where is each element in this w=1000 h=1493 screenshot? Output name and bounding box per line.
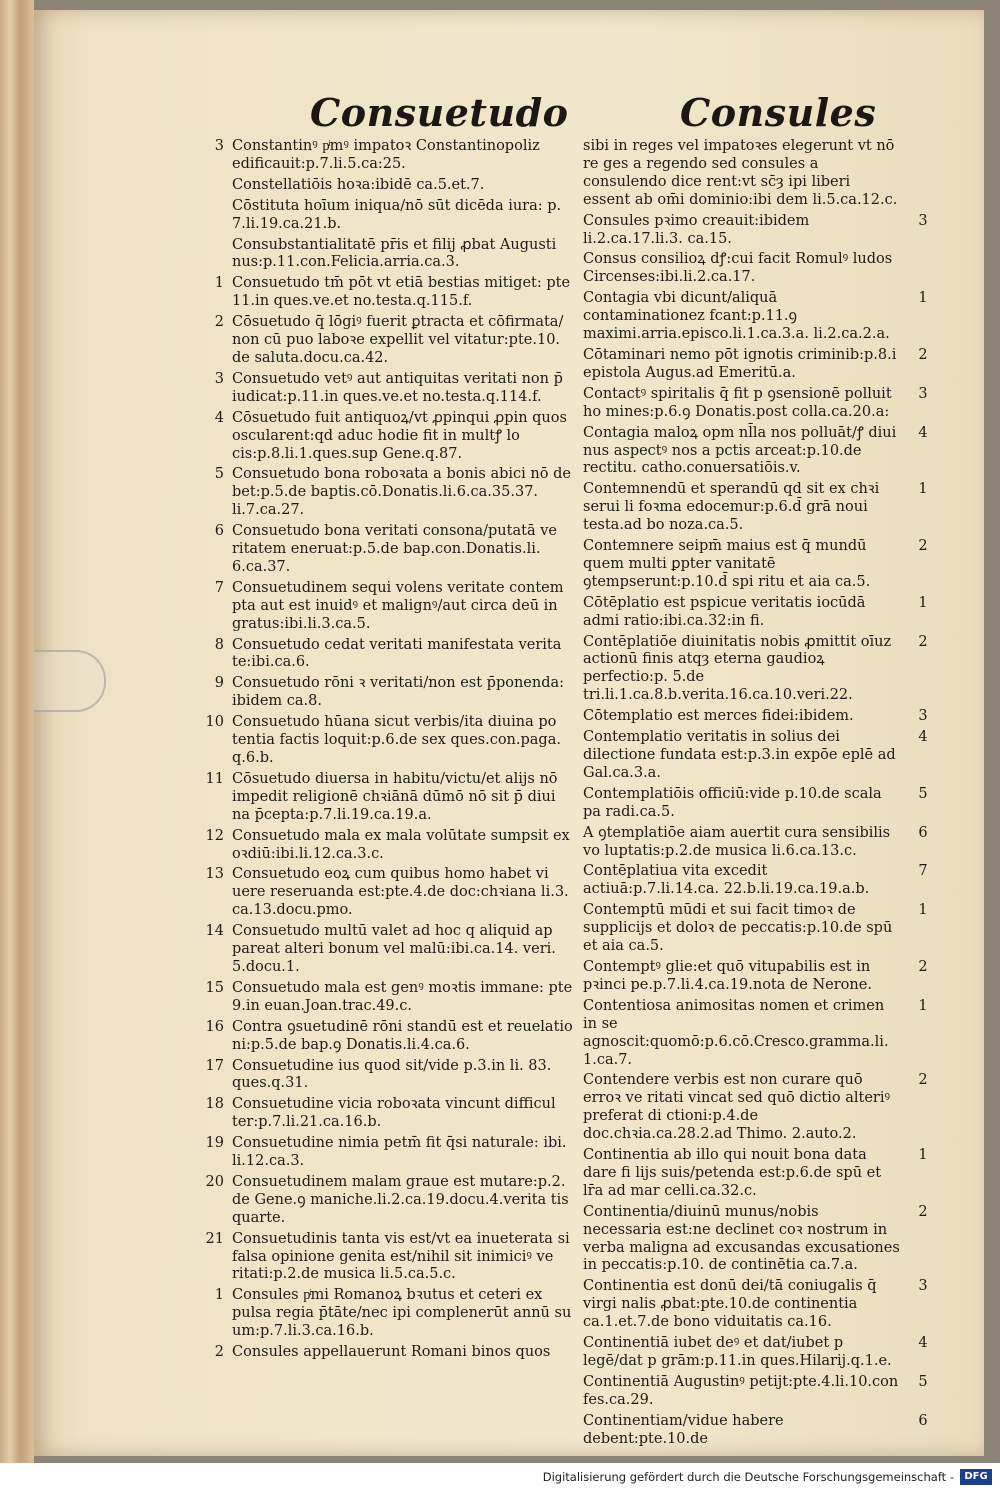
entry-text: Contentiosa animositas nomen et crimen in se agnoscit:quomō:p.6.cō.Cresco.gramma.li. 1.ca.7. [583,997,889,1068]
entry-text: Continentia/diuinū munus/nobis necessaria est:ne declinet coꝛ nostrum in verba maligna ad excusandas excusationes in peccatis:p.10. de continētia ca.7.a. [583,1203,900,1274]
entry-number: 9 [214,675,224,692]
index-entry [583,481,935,535]
entry-number: 4 [918,424,928,441]
entry-number: 1 [918,902,928,919]
index-entry [583,290,935,344]
index-entry [583,863,935,899]
entry-text: Continentia ab illo qui nouit bona data dare fi lijs suis/petenda est:p.6.de spū et lr̄a ad mar celli.ca.32.c. [583,1147,882,1199]
entry-text: Consuetudo bona veritati consona/putatā ve ritatem eneruat:p.5.de bap.con.Donatis.li. 6.ca.37. [232,523,557,575]
entry-text: Contendere verbis est non curare quō erroꝛ ve ritati vincat sed quō dictio alteriꝰ preferat di ctioni:p.4.de doc.chꝛia.ca.28.2.ad Thimo. 2.auto.2. [583,1072,891,1143]
entry-number: 17 [205,1057,224,1074]
entry-number: 7 [918,863,928,880]
entry-number: 3 [918,1278,928,1295]
index-entry [196,275,578,311]
index-entry [196,1019,578,1055]
index-entry [196,1096,578,1132]
page-clip [34,650,106,712]
entry-number: 2 [918,538,928,555]
entry-number: 4 [918,1335,928,1352]
index-entry [583,729,935,783]
index-column-right [583,138,935,1452]
entry-text: Continentia est donū dei/tā coniugalis q̄ virgi nalis ꝓbat:pte.10.de continentia ca.1.et.7.de bono viduitatis ca.16. [583,1278,877,1331]
entry-text: Continentiā iubet deꝰ et dat/iubet p legē/dat p grām:p.11.in ques.Hilarij.q.1.e. [583,1335,892,1369]
entry-number: 6 [214,523,224,540]
funding-notice: Digitalisierung gefördert durch die Deutsche Forschungsgemeinschaft - [542,1470,954,1484]
index-entry [583,347,935,383]
entry-number: 2 [918,958,928,975]
entry-number: 3 [214,138,224,154]
index-column-left [196,138,578,1365]
entry-number: 1 [918,1147,928,1164]
index-entry [583,213,935,249]
entry-text: Consules pꝛimo creauit:ibidem li.2.ca.17.li.3. ca.15. [583,212,810,247]
entry-text: Consuetudo multū valet ad hoc q aliquid ap pareat alteri bonum vel malū:ibi.ca.14. veri. 5.docu.1. [232,923,556,975]
book-page-edges [0,0,34,1463]
index-entry [583,1335,935,1371]
entry-number: 13 [205,866,224,883]
entry-text: Constantinꝰ pͥmꝰ impatoꝛ Constantinopoliz edificauit:p.7.li.5.ca:25. [232,138,540,172]
index-entry [196,923,578,977]
index-entry [196,1231,578,1285]
digitization-footer [0,1463,1000,1493]
entry-number: 14 [205,923,224,940]
entry-number: 1 [918,481,928,498]
entry-text: Constellatiōis hoꝛa:ibidē ca.5.et.7. [232,176,485,193]
dfg-logo: DFG [960,1469,992,1485]
entry-text: Contemplatiōis officiū:vide p.10.de scala pa radi.ca.5. [583,785,882,820]
entry-text: Cōtēplatio est pspicue veritatis iocūdā admi ratio:ibi.ca.32:in fi. [583,594,866,629]
entry-number: 2 [214,314,224,331]
entry-text: Consuetudo eoꝝ cum quibus homo habet vi uere reseruanda est:pte.4.de doc:chꝛiana li.3. ca.13.docu.pmo. [232,866,569,919]
entry-text: Consuetudo rōni ꝛ veritati/non est p̄ponenda: ibidem ca.8. [232,675,565,710]
index-entry [583,1413,935,1449]
index-entry [583,538,935,592]
index-entry [196,1174,578,1228]
entry-text: Contagia maloꝝ opm nl̄la nos polluāt/ꝭ diui nus aspectꝰ nos a pctis arceat:p.10.de rectitu. catho.conuersatiōis.v. [583,424,897,477]
index-entry [196,1344,578,1362]
entry-text: A ꝯtemplatiōe aiam auertit cura sensibilis vo luptatis:p.2.de musica li.6.ca.13.c. [583,824,891,859]
entry-number: 3 [918,385,928,402]
index-entry [583,425,935,479]
entry-text: Consuetudine vicia roboꝛata vincunt difficul ter:p.7.li.21.ca.16.b. [232,1096,556,1131]
index-entry [583,998,935,1070]
entry-text: Cōtemplatio est merces fidei:ibidem. [583,708,854,725]
index-entry [583,251,935,287]
index-entry [196,637,578,673]
entry-number: 15 [205,979,224,996]
entry-number: 3 [918,212,928,229]
entry-text: Contemnere seipm̄ maius est q̄ mundū quem multi ꝑpter vanitatē ꝯtempserunt:p.10.d̄ spi ritu et aia ca.5. [583,538,871,590]
index-entry [583,959,935,995]
entry-number: 3 [918,708,928,725]
index-entry [196,198,578,234]
entry-number: 2 [918,633,928,650]
entry-text: Consuetudo bona roboꝛata a bonis abici nō de bet:p.5.de baptis.cō.Donatis.li.6.ca.35.37. li.7.ca.27. [232,466,571,519]
index-entry [196,466,578,520]
running-header-left: Consuetudo [310,90,569,135]
entry-text: Continentiam/vidue habere debent:pte.10.de [583,1412,784,1447]
entry-text: Consuetudinem malam graue est mutare:p.2. de Gene.ꝯ maniche.li.2.ca.19.docu.4.verita tis quarte. [232,1173,569,1226]
index-entry [583,902,935,956]
entry-number: 16 [205,1018,224,1035]
entry-text: Cōstituta hoīum iniqua/nō sūt dicēda iura: p. 7.li.19.ca.21.b. [232,197,562,232]
index-entry [196,237,578,273]
entry-text: Consuetudine ius quod sit/vide p.3.in li. 83. ques.q.31. [232,1057,552,1092]
entry-text: Consubstantialitatē pr̄is et filij ꝓbat Augusti nus:p.11.con.Felicia.arria.ca.3. [232,236,557,271]
entry-number: 2 [918,1203,928,1220]
entry-number: 6 [918,1412,928,1429]
index-entry [583,634,935,706]
entry-text: Contēplatiōe diuinitatis nobis ꝓmittit oīuz actionū finis atqȝ eterna gaudioꝝ perfectio:p. 5.de tri.li.1.ca.8.b.verita.16.ca.10.veri.22. [583,633,892,704]
index-entry [583,786,935,822]
entry-text: Consuetudo hūana sicut verbis/ita diuina po tentia factis loquit:p.6.de sex ques.con.paga. q.6.b. [232,714,561,766]
index-entry [196,177,578,195]
entry-number: 18 [205,1096,224,1113]
entry-text: Contemptꝰ glie:et quō vitupabilis est in pꝛinci pe.p.7.li.4.ca.19.nota de Nerone. [583,958,872,993]
index-entry [196,138,578,174]
entry-number: 5 [918,1373,928,1390]
entry-number: 11 [205,770,224,787]
entry-text: Consuetudo mala ex mala volūtate sumpsit ex oꝛdiū:ibi.li.12.ca.3.c. [232,827,570,862]
entry-number: 5 [918,785,928,802]
entry-number: 20 [205,1173,224,1190]
entry-number: 3 [214,370,224,387]
entry-text: Consuetudo tm̄ pōt vt etiā bestias mitiget: pte 11.in ques.ve.et no.testa.q.115.f. [232,275,571,310]
entry-number: 1 [918,997,928,1014]
entry-text: Contemnendū et sperandū qd sit ex chꝛi serui li foꝛma edocemur:p.6.d̄ grā noui testa.ad bo noza.ca.5. [583,481,880,534]
index-entry [583,1147,935,1201]
entry-number: 1 [918,290,928,307]
running-header-right: Consules [680,90,877,135]
entry-number: 5 [214,466,224,483]
entry-text: Consules pͥmi Romanoꝝ bꝛutus et ceteri ex pulsa regia p̄tāte/nec ipi complenerūt annū su um:p.7.li.3.ca.16.b. [232,1287,572,1340]
index-entry [196,828,578,864]
entry-text: Consules appellauerunt Romani binos quos [232,1344,551,1361]
index-entry [583,595,935,631]
entry-number: 21 [205,1230,224,1247]
entry-text: Contemplatio veritatis in solius dei dilectione fundata est:p.3.in expōe eplē ad Gal.ca.3.a. [583,729,896,781]
entry-number: 8 [214,636,224,653]
index-entry [583,1204,935,1276]
index-entry [583,138,935,210]
entry-text: Continentiā Augustinꝰ petijt:pte.4.li.10.con fes.ca.29. [583,1373,899,1408]
index-entry [583,708,935,726]
entry-text: Consuetudine nimia petm̄ fit q̄si naturale: ibi. li.12.ca.3. [232,1135,567,1170]
entry-number: 7 [214,579,224,596]
entry-number: 6 [918,824,928,841]
index-entry [196,980,578,1016]
entry-number: 4 [918,729,928,746]
index-entry [583,825,935,861]
index-entry [196,580,578,634]
index-entry [583,1374,935,1410]
entry-text: Cōtaminari nemo pōt ignotis criminib:p.8.i epistola Augus.ad Emeritū.a. [583,346,897,381]
entry-number: 19 [205,1135,224,1152]
index-entry [196,314,578,368]
entry-text: Contactꝰ spiritalis q̄ fit p ꝯsensionē polluit ho mines:p.6.ꝯ Donatis.post colla.ca.20.a: [583,385,892,420]
entry-text: Contagia vbi dicunt/aliquā contaminationez fcant:p.11.ꝯ maximi.arria.episco.li.1.ca.3.a. li.2.ca.2.a. [583,290,890,343]
entry-text: Consuetudinis tanta vis est/vt ea inueterata si falsa opinione genita est/nihil sit inimiciꝰ ve ritati:p.2.de musica li.5.ca.5.c. [232,1230,570,1283]
entry-text: Contemptū mūdi et sui facit timoꝛ de supplicijs et doloꝛ de peccatis:p.10.de spū et aia ca.5. [583,902,893,955]
entry-text: Contēplatiua vita excedit actiuā:p.7.li.14.ca. 22.b.li.19.ca.19.a.b. [583,863,870,898]
entry-number: 1 [918,594,928,611]
entry-text: Cōsuetudo q̄ lōgiꝰ fuerit ꝑtracta et cōfirmata/ non cū puo laboꝛe expellit vel vitatur:pte.10. de saluta.docu.ca.42. [232,314,564,366]
entry-text: Cōsuetudo fuit antiquoꝝ/vt ꝓpinqui ꝓpin quos oscularent:qd aduc hodie fit in multꝭ lo cis:p.8.li.1.ques.sup Gene.q.87. [232,409,567,462]
index-entry [196,1058,578,1094]
index-entry [196,866,578,920]
entry-number: 2 [918,1072,928,1089]
entry-text: Cōsuetudo diuersa in habitu/victu/et alijs nō impedit religionē chꝛiānā dūmō nō sit p̄ diui na p̄cepta:p.7.li.19.ca.19.a. [232,770,558,823]
index-entry [196,371,578,407]
entry-text: Contra ꝯsuetudinē rōni standū est et reuelatio ni:p.5.de bap.ꝯ Donatis.li.4.ca.6. [232,1018,573,1053]
entry-number: 1 [214,1287,224,1304]
entry-number: 12 [205,827,224,844]
index-entry [196,410,578,464]
entry-number: 4 [214,409,224,426]
entry-text: sibi in reges vel impatoꝛes elegerunt vt nō re ges a regendo sed consules a consulendo dice rent:vt sc̄ȝ ipi liberi essent ab om̄i dominio:ibi dem li.5.ca.12.c. [583,138,898,208]
entry-number: 10 [205,714,224,731]
index-entry [196,1287,578,1341]
entry-number: 2 [214,1344,224,1361]
entry-number: 2 [918,346,928,363]
entry-text: Consus consilioꝝ dꝭ:cui facit Romulꝰ ludos Circenses:ibi.li.2.ca.17. [583,251,893,286]
entry-number: 1 [214,275,224,292]
index-entry [196,714,578,768]
index-entry [196,771,578,825]
index-entry [583,1278,935,1332]
index-entry [196,675,578,711]
index-entry [196,1135,578,1171]
entry-text: Consuetudo mala est genꝰ moꝛtis immane: pte 9.in euan.Joan.trac.49.c. [232,979,573,1014]
entry-text: Consuetudo cedat veritati manifestata verita te:ibi.ca.6. [232,636,562,671]
index-entry [583,386,935,422]
entry-text: Consuetudinem sequi volens veritate contem pta aut est inuidꝰ et malignꝰ/aut circa deū in gratus:ibi.li.3.ca.5. [232,579,564,632]
index-entry [196,523,578,577]
index-entry [583,1072,935,1144]
entry-text: Consuetudo vetꝰ aut antiquitas veritati non p̄ iudicat:p.11.in ques.ve.et no.testa.q.114.f. [232,370,563,405]
